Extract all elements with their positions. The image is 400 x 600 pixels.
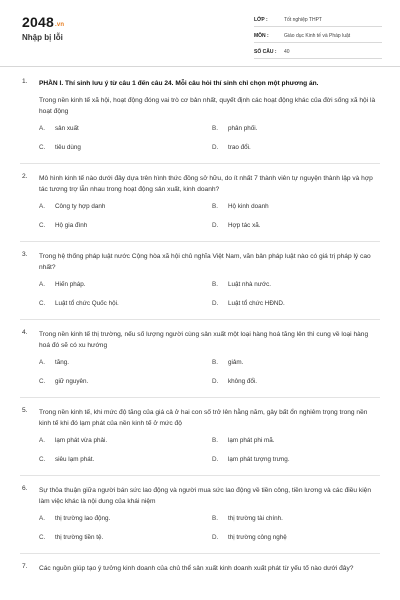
answer-options bbox=[39, 125, 380, 154]
option-a[interactable] bbox=[39, 203, 212, 213]
question-number: 3. bbox=[22, 251, 28, 258]
option-letter: C. bbox=[39, 144, 46, 151]
option-letter: C. bbox=[39, 378, 46, 385]
option-a[interactable] bbox=[39, 359, 212, 369]
option-text: trao đổi. bbox=[228, 144, 251, 151]
question-7 bbox=[0, 563, 400, 574]
question-stem: Trong nền kinh tế xã hội, hoạt động đóng vai trò cơ bản nhất, quyết định các hoạt động khác của đời sống xã hội là hoạt động bbox=[39, 97, 376, 115]
option-letter: A. bbox=[39, 125, 45, 132]
question-2 bbox=[0, 173, 400, 232]
answer-options bbox=[39, 359, 380, 388]
question-stem: Trong nền kinh tế thị trường, nếu số lượng người cùng sản xuất một loại hàng hoá tăng lên thì cung về loại hàng hoá đó sẽ có xu hướng bbox=[39, 331, 369, 349]
option-text: lạm phát tượng trưng. bbox=[228, 456, 290, 463]
option-letter: A. bbox=[39, 359, 45, 366]
option-b[interactable] bbox=[212, 203, 385, 213]
option-text: tăng. bbox=[55, 359, 70, 366]
option-text: thị trường tiền tệ. bbox=[55, 534, 104, 541]
question-number: 6. bbox=[22, 485, 28, 492]
option-letter: B. bbox=[212, 281, 218, 288]
option-d[interactable] bbox=[212, 456, 385, 466]
option-text: giảm. bbox=[228, 359, 244, 366]
option-text: Hộ gia đình bbox=[55, 222, 88, 229]
question-number: 4. bbox=[22, 329, 28, 336]
option-b[interactable] bbox=[212, 515, 385, 525]
option-d[interactable] bbox=[212, 378, 385, 388]
header-divider bbox=[0, 66, 400, 67]
option-c[interactable] bbox=[39, 378, 212, 388]
question-number: 1. bbox=[22, 78, 28, 85]
option-a[interactable] bbox=[39, 125, 212, 135]
exam-meta bbox=[254, 13, 382, 61]
option-letter: C. bbox=[39, 222, 46, 229]
option-letter: B. bbox=[212, 203, 218, 210]
option-text: tiêu dùng bbox=[55, 144, 81, 151]
option-letter: A. bbox=[39, 203, 45, 210]
option-text: lạm phát phi mã. bbox=[228, 437, 275, 444]
meta-value: 40 bbox=[284, 48, 290, 55]
option-letter: B. bbox=[212, 515, 218, 522]
option-c[interactable] bbox=[39, 534, 212, 544]
option-c[interactable] bbox=[39, 144, 212, 154]
option-d[interactable] bbox=[212, 144, 385, 154]
question-stem: Các nguồn giúp tạo ý tưởng kinh doanh của chủ thể sản xuất kinh doanh xuất phát từ yếu tố nào dưới đây? bbox=[39, 565, 354, 572]
option-d[interactable] bbox=[212, 300, 385, 310]
question-divider bbox=[20, 475, 380, 476]
exam-subtitle: Nhập bị lỗi bbox=[22, 33, 63, 42]
option-d[interactable] bbox=[212, 222, 385, 232]
option-text: phân phối. bbox=[228, 125, 258, 132]
site-logo[interactable] bbox=[22, 14, 64, 30]
meta-key: SỐ CÂU : bbox=[254, 48, 277, 55]
meta-row-class bbox=[254, 13, 382, 27]
question-1 bbox=[0, 78, 400, 154]
option-c[interactable] bbox=[39, 222, 212, 232]
answer-options bbox=[39, 203, 380, 232]
option-letter: D. bbox=[212, 300, 219, 307]
exam-header bbox=[0, 0, 400, 66]
option-text: thị trường tài chính. bbox=[228, 515, 283, 522]
option-letter: D. bbox=[212, 144, 219, 151]
option-text: Luật tổ chức Quốc hội. bbox=[55, 300, 119, 307]
option-text: sản xuất bbox=[55, 125, 79, 132]
option-a[interactable] bbox=[39, 515, 212, 525]
option-letter: C. bbox=[39, 456, 46, 463]
meta-value: Giáo dục Kinh tế và Pháp luật bbox=[284, 32, 351, 39]
question-stem: Sự thỏa thuận giữa người bán sức lao động và người mua sức lao động về tiền công, tiền lương và các điều kiện làm việc khác là nội dung của khái niệm bbox=[39, 487, 371, 505]
answer-options bbox=[39, 281, 380, 310]
option-letter: A. bbox=[39, 437, 45, 444]
question-number: 5. bbox=[22, 407, 28, 414]
question-divider bbox=[20, 163, 380, 164]
question-divider bbox=[20, 553, 380, 554]
option-d[interactable] bbox=[212, 534, 385, 544]
answer-options bbox=[39, 437, 380, 466]
question-divider bbox=[20, 319, 380, 320]
question-stem: Trong nền kinh tế, khi mức độ tăng của giá cả ở hai con số trở lên hằng năm, gây bất ổn nghiêm trọng trong nền kinh tế khi đó lạm phát của nền kinh tế ở mức độ bbox=[39, 409, 368, 427]
option-text: giữ nguyên. bbox=[55, 378, 89, 385]
option-text: siêu lạm phát. bbox=[55, 456, 95, 463]
option-letter: B. bbox=[212, 359, 218, 366]
meta-row-subject bbox=[254, 29, 382, 43]
question-3 bbox=[0, 251, 400, 310]
option-text: Hiến pháp. bbox=[55, 281, 86, 288]
question-divider bbox=[20, 397, 380, 398]
logo-text: 2048 bbox=[22, 14, 54, 30]
answer-options bbox=[39, 515, 380, 544]
option-b[interactable] bbox=[212, 359, 385, 369]
section-heading: PHẦN I. Thí sinh lưu ý từ câu 1 đến câu 24. Mỗi câu hỏi thí sinh chỉ chọn một phương án. bbox=[39, 80, 319, 87]
question-number: 2. bbox=[22, 173, 28, 180]
option-b[interactable] bbox=[212, 437, 385, 447]
option-letter: D. bbox=[212, 222, 219, 229]
option-text: thị trường lao động. bbox=[55, 515, 111, 522]
question-6 bbox=[0, 485, 400, 544]
option-a[interactable] bbox=[39, 281, 212, 291]
question-stem: Mô hình kinh tế nào dưới đây dựa trên hình thức đồng sở hữu, do ít nhất 7 thành viên tự nguyện thành lập và hợp tác tương trợ lẫn nhau trong hoạt động sản xuất, kinh doanh? bbox=[39, 175, 373, 193]
option-text: lạm phát vừa phải. bbox=[55, 437, 108, 444]
option-letter: D. bbox=[212, 534, 219, 541]
option-letter: B. bbox=[212, 437, 218, 444]
option-c[interactable] bbox=[39, 300, 212, 310]
option-text: Luật tổ chức HĐND. bbox=[228, 300, 285, 307]
option-text: Hợp tác xã. bbox=[228, 222, 261, 229]
option-c[interactable] bbox=[39, 456, 212, 466]
question-stem: Trong hệ thống pháp luật nước Cộng hòa xã hội chủ nghĩa Việt Nam, văn bản pháp luật nào có giá trị pháp lý cao nhất? bbox=[39, 253, 371, 271]
meta-key: MÔN : bbox=[254, 32, 269, 39]
question-number: 7. bbox=[22, 563, 28, 570]
question-list bbox=[0, 78, 400, 574]
option-letter: C. bbox=[39, 534, 46, 541]
meta-key: LỚP : bbox=[254, 16, 268, 23]
meta-value: Tốt nghiệp THPT bbox=[284, 16, 322, 23]
option-text: Luật nhà nước. bbox=[228, 281, 272, 288]
question-5 bbox=[0, 407, 400, 466]
option-text: thị trường công nghệ bbox=[228, 534, 287, 541]
option-letter: A. bbox=[39, 281, 45, 288]
option-a[interactable] bbox=[39, 437, 212, 447]
option-letter: B. bbox=[212, 125, 218, 132]
option-text: Hộ kinh doanh bbox=[228, 203, 269, 210]
logo-tld: .vn bbox=[54, 22, 65, 28]
option-b[interactable] bbox=[212, 281, 385, 291]
question-divider bbox=[20, 241, 380, 242]
option-b[interactable] bbox=[212, 125, 385, 135]
option-letter: A. bbox=[39, 515, 45, 522]
option-text: Công ty hợp danh bbox=[55, 203, 106, 210]
meta-row-question-count bbox=[254, 45, 382, 59]
option-letter: C. bbox=[39, 300, 46, 307]
question-4 bbox=[0, 329, 400, 388]
option-letter: D. bbox=[212, 378, 219, 385]
option-text: không đổi. bbox=[228, 378, 258, 385]
option-letter: D. bbox=[212, 456, 219, 463]
